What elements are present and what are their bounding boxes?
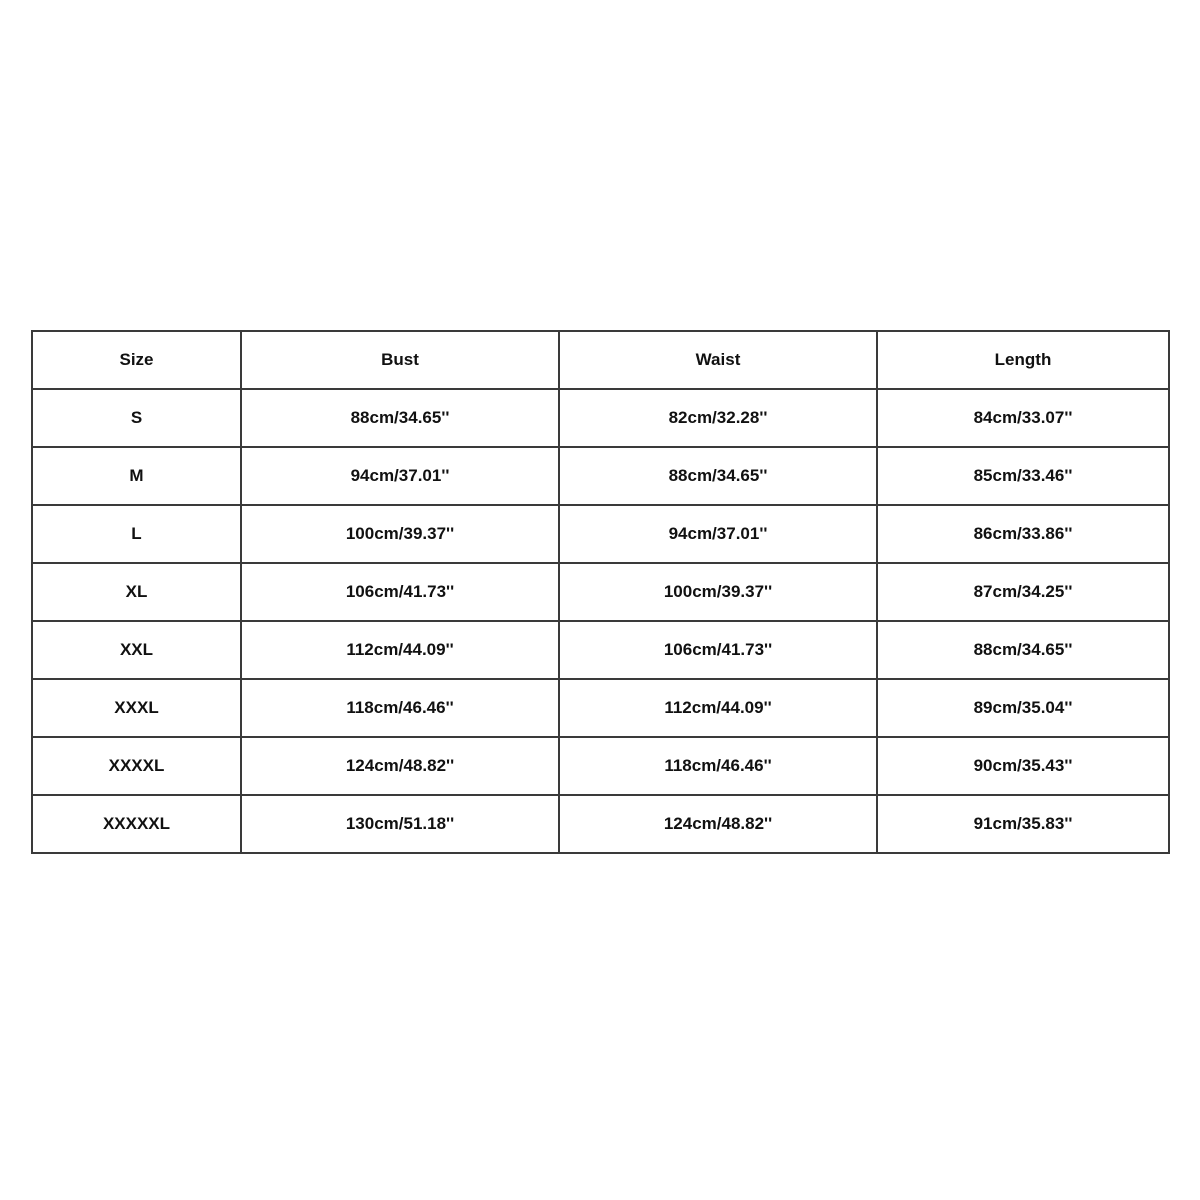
cell-size: XXXXXL [32,795,241,853]
cell-length: 89cm/35.04'' [877,679,1169,737]
cell-waist: 94cm/37.01'' [559,505,877,563]
table-row [32,389,1169,447]
cell-size: XXL [32,621,241,679]
table-row [32,447,1169,505]
cell-length: 86cm/33.86'' [877,505,1169,563]
cell-length: 91cm/35.83'' [877,795,1169,853]
cell-length: 84cm/33.07'' [877,389,1169,447]
cell-waist: 118cm/46.46'' [559,737,877,795]
cell-length: 88cm/34.65'' [877,621,1169,679]
cell-bust: 100cm/39.37'' [241,505,559,563]
table-row [32,795,1169,853]
table-row [32,621,1169,679]
cell-size: L [32,505,241,563]
cell-waist: 112cm/44.09'' [559,679,877,737]
cell-size: M [32,447,241,505]
header-length: Length [877,331,1169,389]
header-waist: Waist [559,331,877,389]
cell-size: XXXXL [32,737,241,795]
table-row [32,679,1169,737]
table-row [32,505,1169,563]
table-body [32,389,1169,853]
header-size: Size [32,331,241,389]
cell-bust: 94cm/37.01'' [241,447,559,505]
table-header [32,331,1169,389]
header-row [32,331,1169,389]
size-chart-table [31,330,1170,854]
cell-bust: 106cm/41.73'' [241,563,559,621]
cell-waist: 82cm/32.28'' [559,389,877,447]
cell-waist: 106cm/41.73'' [559,621,877,679]
cell-size: S [32,389,241,447]
cell-waist: 88cm/34.65'' [559,447,877,505]
cell-bust: 88cm/34.65'' [241,389,559,447]
cell-length: 85cm/33.46'' [877,447,1169,505]
cell-size: XXXL [32,679,241,737]
table-row [32,737,1169,795]
cell-bust: 112cm/44.09'' [241,621,559,679]
header-bust: Bust [241,331,559,389]
cell-waist: 124cm/48.82'' [559,795,877,853]
cell-bust: 118cm/46.46'' [241,679,559,737]
table-row [32,563,1169,621]
cell-length: 87cm/34.25'' [877,563,1169,621]
cell-length: 90cm/35.43'' [877,737,1169,795]
cell-bust: 124cm/48.82'' [241,737,559,795]
cell-waist: 100cm/39.37'' [559,563,877,621]
cell-bust: 130cm/51.18'' [241,795,559,853]
cell-size: XL [32,563,241,621]
